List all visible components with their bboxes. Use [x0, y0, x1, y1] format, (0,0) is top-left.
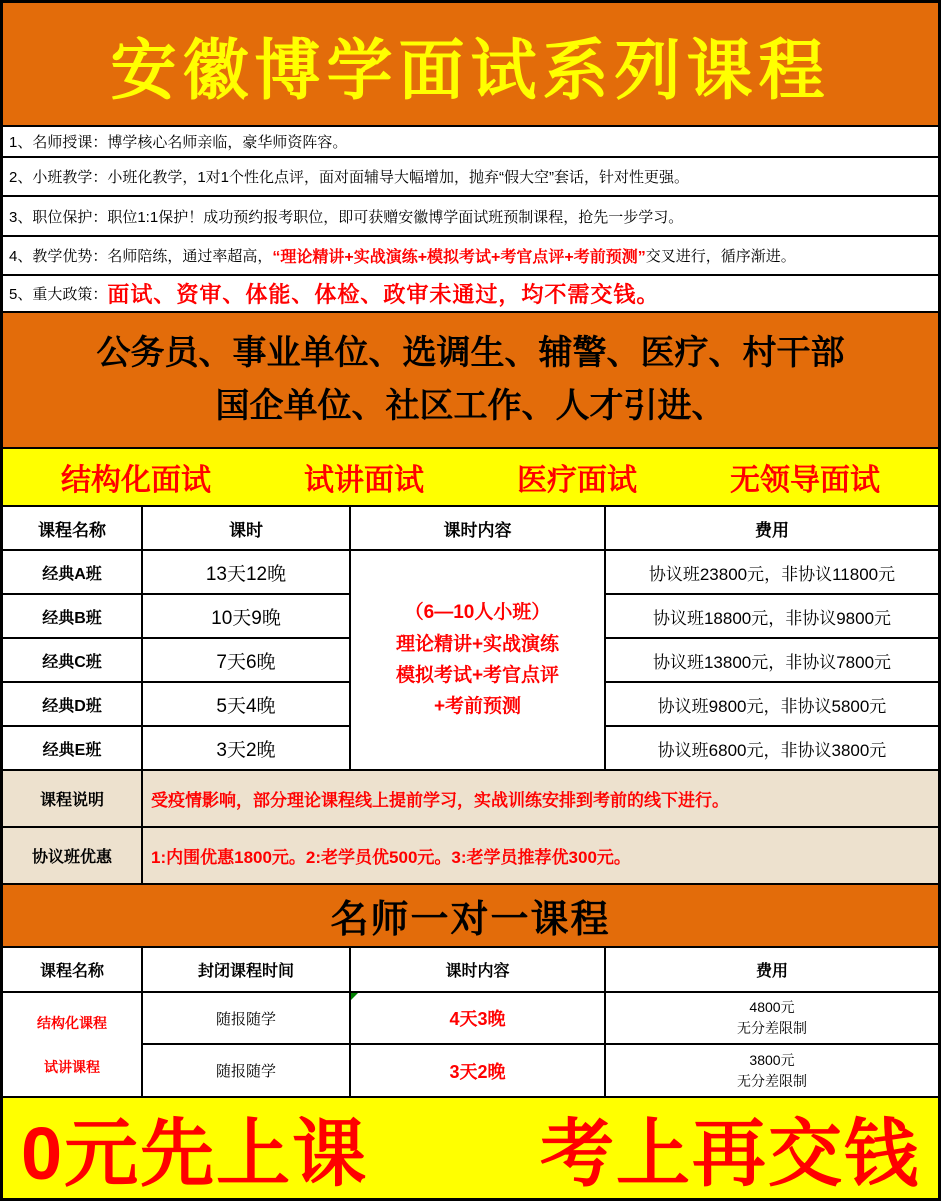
table2-header-schedule: 封闭课程时间: [143, 948, 351, 993]
table1-row-e-duration: 3天2晚: [143, 727, 351, 771]
table1-row-b-name: 经典B班: [3, 595, 143, 639]
table2-row-1-schedule: 随报随学: [143, 993, 351, 1045]
table2-row-1-fee-note: 无分差限制: [737, 1020, 807, 1036]
one-on-one-table: [3, 948, 938, 1098]
table1-row-e-name: 经典E班: [3, 727, 143, 771]
table2-row-2-schedule: 随报随学: [143, 1045, 351, 1098]
table2-header-content: 课时内容: [351, 948, 606, 993]
interview-types-banner: [3, 449, 938, 507]
interview-type-structured: 结构化面试: [61, 464, 211, 497]
table1-row-b-fee: 协议班18800元，非协议9800元: [606, 595, 938, 639]
table2-header-fee: 费用: [606, 948, 938, 993]
table1-row-c-duration: 7天6晚: [143, 639, 351, 683]
point-4-highlight: “理论精讲+实战演练+模拟考试+考官点评+考前预测”: [272, 249, 646, 266]
table1-row-a-fee: 协议班23800元，非协议11800元: [606, 551, 938, 595]
note-discount-content: 1:内围优惠1800元。2:老学员优500元。3:老学员推荐优300元。: [151, 848, 631, 867]
table1-header-name: 课程名称: [3, 507, 143, 551]
course-group-lecture: 试讲课程: [44, 1058, 100, 1075]
note-row-description: [3, 771, 938, 828]
content-line-4: +考前预测: [433, 696, 522, 718]
title-banner: [3, 3, 938, 127]
table1-content-merged-cell: [351, 551, 606, 771]
note-description-content: 受疫情影响，部分理论课程线上提前学习，实战训练安排到考前的线下进行。: [151, 791, 729, 810]
note-discount-label: 协议班优惠: [3, 828, 143, 883]
one-on-one-banner: [3, 885, 938, 948]
point-row-5: [3, 276, 938, 313]
course-group-structured: 结构化课程: [37, 1014, 107, 1031]
table2-row-2-fee: [606, 1045, 938, 1098]
interview-type-leaderless: 无领导面试: [730, 464, 880, 497]
table1-row-e-fee: 协议班6800元，非协议3800元: [606, 727, 938, 771]
table1-row-d-duration: 5天4晚: [143, 683, 351, 727]
table2-course-group-cell: [3, 993, 143, 1098]
point-row-3: [3, 197, 938, 237]
content-line-3: 模拟考试+考官点评: [395, 665, 560, 686]
excel-corner-marker: [351, 993, 358, 1000]
point-3-text: 3、职位保护：职位1:1保护！成功预约报考职位，即可获赠安徽博学面试班预制课程，抢先一步学习。: [9, 208, 684, 226]
interview-type-lecture: 试讲面试: [304, 464, 424, 497]
table1-row-a-duration: 13天12晚: [143, 551, 351, 595]
audience-banner: [3, 313, 938, 449]
table1-header-duration: 课时: [143, 507, 351, 551]
footer-slogan-right: 考上再交钱: [540, 1112, 920, 1195]
table1-row-d-fee: 协议班9800元，非协议5800元: [606, 683, 938, 727]
content-line-1: （6—10人小班）: [404, 602, 551, 624]
table2-row-1-duration-text: 4天3晚: [449, 1009, 506, 1029]
audience-line-1: 公务员、事业单位、选调生、辅警、医疗、村干部: [96, 334, 845, 373]
selling-points-list: [3, 127, 938, 313]
course-table: [3, 507, 938, 771]
table2-header-name: 课程名称: [3, 948, 143, 993]
point-1-text: 1、名师授课：博学核心名师亲临，豪华师资阵容。: [9, 134, 348, 151]
table1-row-a-name: 经典A班: [3, 551, 143, 595]
note-row-discount: [3, 828, 938, 885]
table2-row-1-fee: [606, 993, 938, 1045]
table2-row-2-fee-amount: 3800元: [749, 1051, 795, 1068]
table1-row-c-name: 经典C班: [3, 639, 143, 683]
content-line-2: 理论精讲+实战演练: [395, 633, 560, 655]
point-row-4: [3, 237, 938, 276]
poster-title: 安徽博学面试系列课程: [110, 30, 831, 109]
interview-type-medical: 医疗面试: [517, 464, 637, 497]
table2-row-2-duration: 3天2晚: [351, 1045, 606, 1098]
table2-row-1-duration: [351, 993, 606, 1045]
footer-slogan-left: 0元先上课: [21, 1112, 369, 1195]
table1-row-b-duration: 10天9晚: [143, 595, 351, 639]
table1-row-c-fee: 协议班13800元，非协议7800元: [606, 639, 938, 683]
footer-slogan-banner: [3, 1098, 938, 1198]
note-description-label: 课程说明: [3, 771, 143, 826]
point-row-2: [3, 158, 938, 197]
point-5-highlight: 面试、资审、体能、体检、政审未通过，均不需交钱。: [107, 282, 660, 308]
point-4-suffix: 交叉进行，循序渐进。: [645, 248, 796, 265]
point-5-prefix: 5、重大政策：: [9, 286, 108, 303]
table1-header-content: 课时内容: [351, 507, 606, 551]
point-4-prefix: 4、教学优势：名师陪练，通过率超高，: [9, 248, 273, 265]
table2-row-2-fee-note: 无分差限制: [737, 1072, 807, 1089]
point-2-text: 2、小班教学：小班化教学，1对1个性化点评，面对面辅导大幅增加，抛弃“假大空”套话，针对性更强。: [9, 169, 690, 186]
table2-row-1-fee-amount: 4800元: [749, 999, 795, 1015]
one-on-one-title: 名师一对一课程: [330, 899, 611, 941]
audience-line-2: 国企单位、社区工作、人才引进、: [215, 387, 726, 425]
table1-header-fee: 费用: [606, 507, 938, 551]
point-row-1: [3, 127, 938, 158]
table1-row-d-name: 经典D班: [3, 683, 143, 727]
